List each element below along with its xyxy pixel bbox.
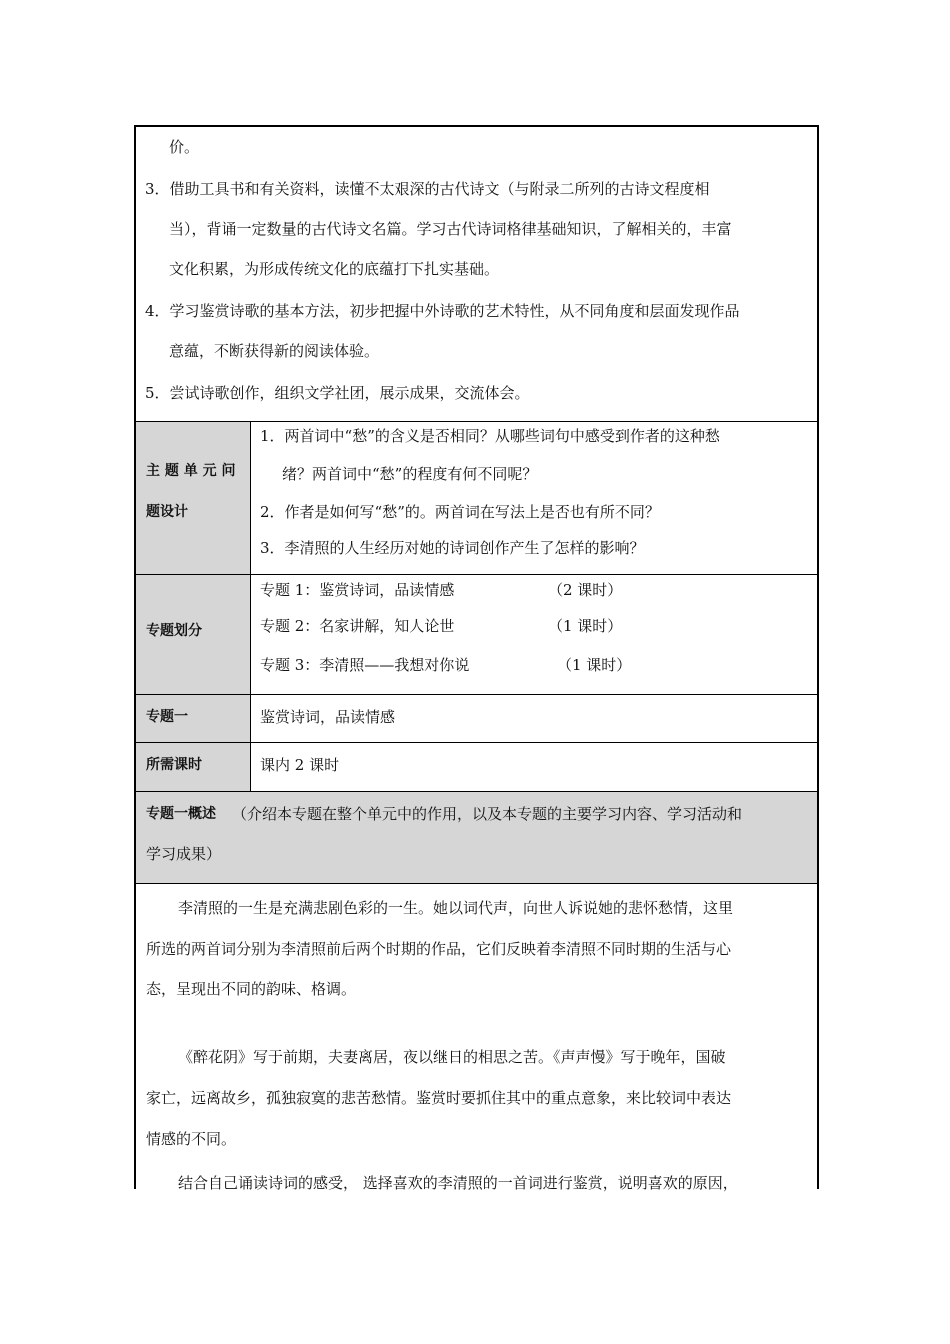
question-1-line-2: 绪？两首词中“愁”的程度有何不同呢？ — [282, 465, 538, 483]
paragraph-1-line-1: 李清照的一生是充满悲剧色彩的一生。她以词代声，向世人诉说她的悲怀愁情，这里 — [178, 899, 734, 917]
lesson-plan-table — [134, 125, 819, 1192]
paragraph-1-line-2: 所选的两首词分别为李清照前后两个时期的作品，它们反映着李清照不同时期的生活与心 — [146, 940, 732, 958]
overview-desc-line-2: 学习成果） — [146, 845, 222, 863]
topic-one-label-cell — [136, 695, 251, 743]
question-3: 3．李清照的人生经历对她的诗词创作产生了怎样的影响？ — [260, 539, 645, 557]
topic-3-name: 专题 3：李清照——我想对你说 — [260, 656, 470, 674]
objective-item-5: 5．尝试诗歌创作，组织文学社团，展示成果，交流体会。 — [145, 384, 530, 402]
paragraph-2-line-2: 家亡，远离故乡，孤独寂寞的悲苦愁情。鉴赏时要抓住其中的重点意象，来比较词中表达 — [146, 1089, 732, 1107]
overview-row — [136, 791, 817, 884]
hours-label: 所需课时 — [146, 757, 202, 773]
hours-content-cell — [252, 743, 817, 792]
topics-label-cell — [136, 575, 251, 695]
topic-1-name: 专题 1：鉴赏诗词，品读情感 — [260, 581, 455, 599]
questions-row — [136, 421, 817, 575]
paragraph-2-line-3: 情感的不同。 — [146, 1130, 237, 1148]
question-2: 2．作者是如何写“愁”的。两首词在写法上是否也有所不同？ — [260, 503, 660, 521]
paragraph-1-line-3: 态，呈现出不同的韵味、格调。 — [146, 980, 357, 998]
questions-content-cell — [252, 422, 817, 575]
topic-1-hours: （2 课时） — [548, 581, 623, 599]
questions-label-line-2: 题设计 — [146, 504, 188, 520]
objective-continuation: 价。 — [169, 138, 200, 156]
topic-one-value: 鉴赏诗词，品读情感 — [260, 708, 396, 726]
topics-label: 专题划分 — [146, 623, 202, 639]
topic-one-row — [136, 694, 817, 743]
overview-desc-line-1: （介绍本专题在整个单元中的作用，以及本专题的主要学习内容、学习活动和 — [232, 805, 743, 823]
objective-item-3-line-1: 3．借助工具书和有关资料，读懂不太艰深的古代诗文（与附录二所列的古诗文程度相 — [145, 180, 710, 198]
objective-item-4-line-2: 意蕴，不断获得新的阅读体验。 — [169, 342, 380, 360]
questions-label-cell — [136, 422, 251, 575]
topic-2-hours: （1 课时） — [548, 617, 623, 635]
hours-row — [136, 742, 817, 792]
question-1-line-1: 1．两首词中“愁”的含义是否相同？从哪些词句中感受到作者的这种愁 — [260, 427, 720, 445]
topic-2-name: 专题 2：名家讲解，知人论世 — [260, 617, 455, 635]
body-row — [136, 883, 817, 1192]
objective-item-3-line-2: 当），背诵一定数量的古代诗文名篇。学习古代诗词格律基础知识，了解相关的，丰富 — [169, 220, 732, 238]
topics-row — [136, 574, 817, 695]
objective-item-3-line-3: 文化积累，为形成传统文化的底蕴打下扎实基础。 — [169, 260, 500, 278]
topic-3-hours: （1 课时） — [557, 656, 632, 674]
paragraph-3-line-1: 结合自己诵读诗词的感受， 选择喜欢的李清照的一首词进行鉴赏，说明喜欢的原因， — [178, 1174, 738, 1192]
objectives-row — [136, 127, 817, 421]
questions-label-line-1: 主 题 单 元 问 — [146, 463, 236, 479]
hours-label-cell — [136, 743, 251, 792]
topics-content-cell — [252, 575, 817, 695]
topic-one-content-cell — [252, 695, 817, 743]
topic-one-label: 专题一 — [146, 709, 188, 725]
objective-item-4-line-1: 4．学习鉴赏诗歌的基本方法，初步把握中外诗歌的艺术特性，从不同角度和层面发现作品 — [145, 302, 740, 320]
paragraph-2-line-1: 《醉花阴》写于前期，夫妻离居，夜以继日的相思之苦。《声声慢》写于晚年，国破 — [178, 1048, 726, 1066]
hours-value: 课内 2 课时 — [260, 756, 340, 774]
overview-label: 专题一概述 — [146, 806, 216, 822]
